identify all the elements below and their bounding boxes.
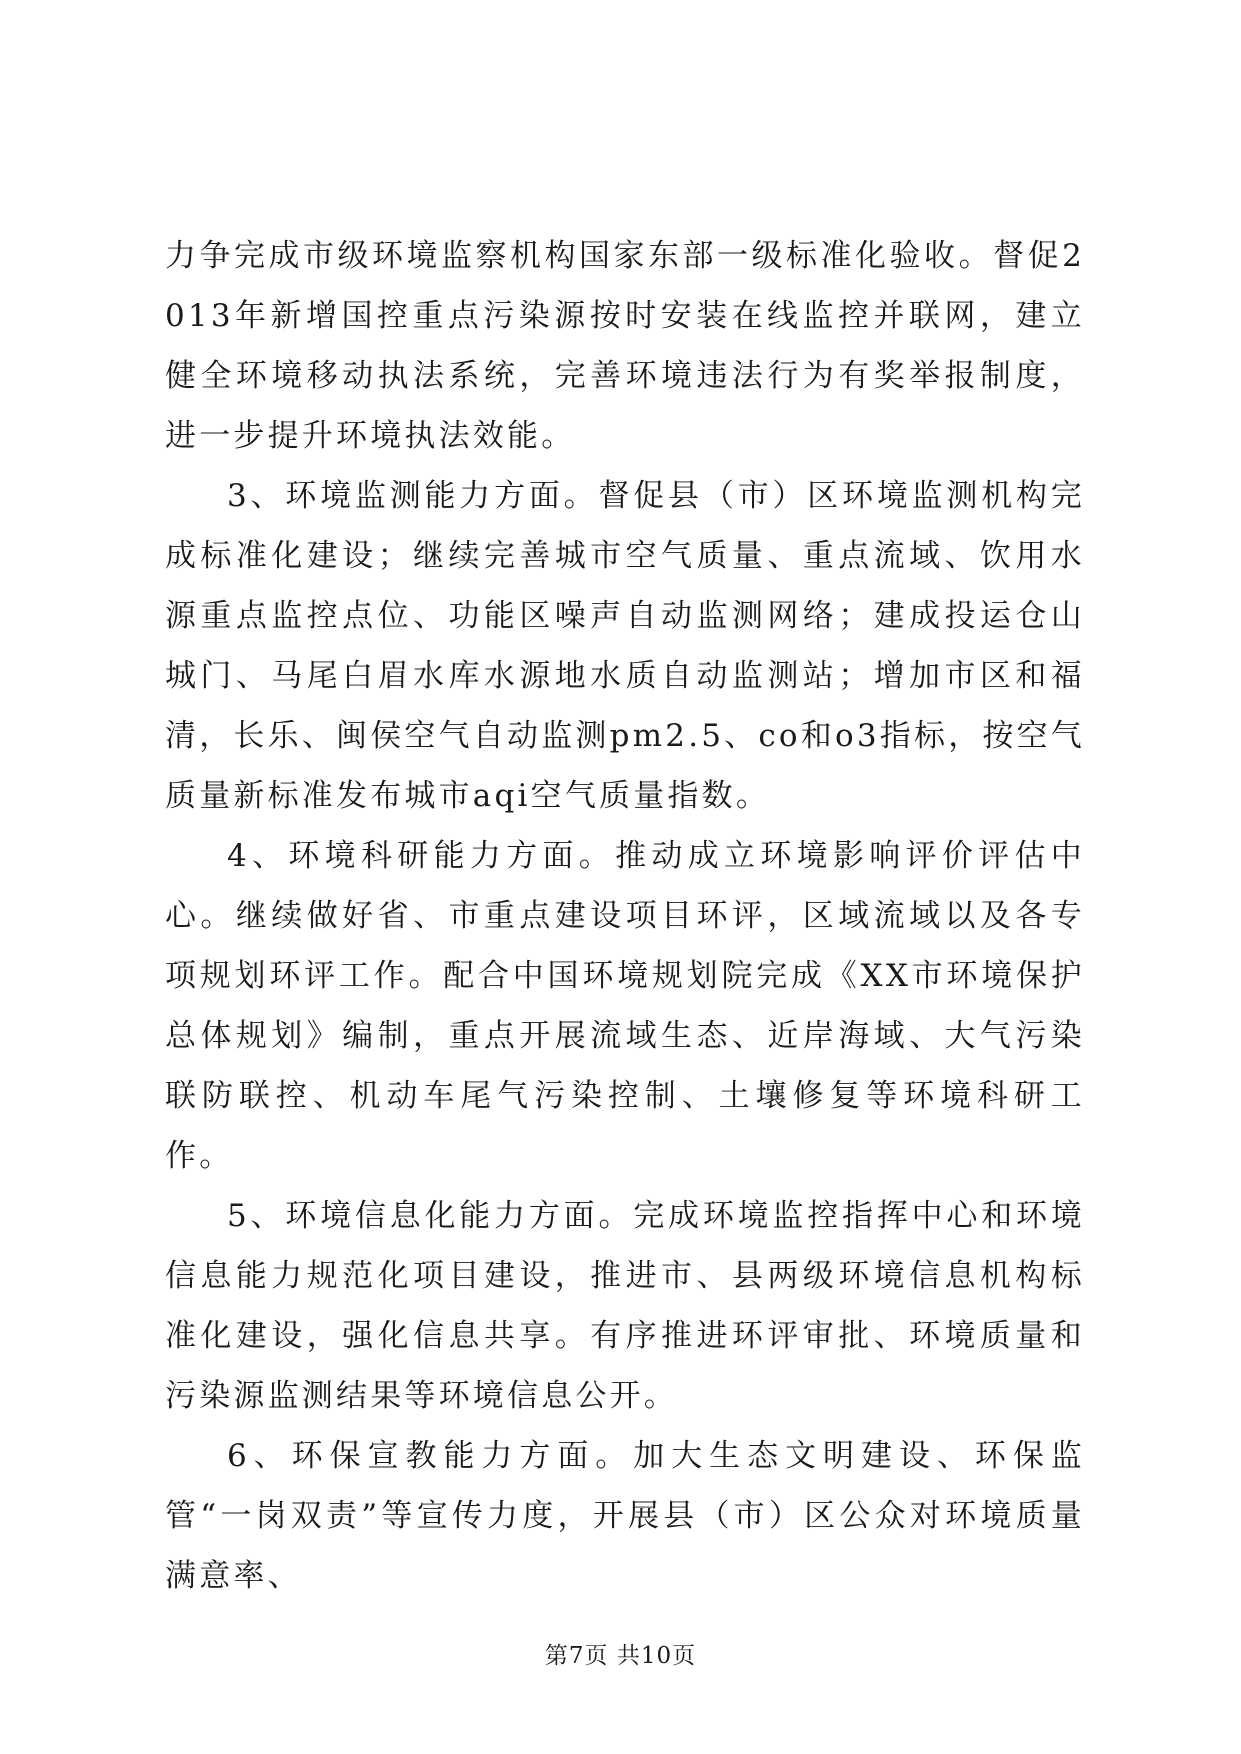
page-number-footer: 第7页 共10页 [544, 1643, 697, 1669]
paragraph-informatization: 5、环境信息化能力方面。完成环境监控指挥中心和环境信息能力规范化项目建设，推进市、县两级环境信息机构标准化建设，强化信息共享。有序推进环评审批、环境质量和污染源监测结果等环境信息公开。 [165, 1198, 1085, 1414]
paragraph-continuation: 力争完成市级环境监察机构国家东部一级标准化验收。督促2013年新增国控重点污染源按时安装在线监控并联网，建立健全环境移动执法系统，完善环境违法行为有奖举报制度，进一步提升环境执法效能。 [165, 238, 1085, 454]
paragraph-monitoring: 3、环境监测能力方面。督促县（市）区环境监测机构完成标准化建设；继续完善城市空气质量、重点流域、饮用水源重点监控点位、功能区噪声自动监测网络；建成投运仓山城门、马尾白眉水库水源地水质自动监测站；增加市区和福清，长乐、闽侯空气自动监测pm2.5、co和o3指标，按空气质量新标准发布城市aqi空气质量指数。 [165, 478, 1085, 814]
paragraph-publicity: 6、环保宣教能力方面。加大生态文明建设、环保监管“一岗双责”等宣传力度，开展县（市）区公众对环境质量满意率、 [165, 1438, 1085, 1594]
document-body [165, 226, 1085, 1606]
paragraph-research: 4、环境科研能力方面。推动成立环境影响评价评估中心。继续做好省、市重点建设项目环评，区域流域以及各专项规划环评工作。配合中国环境规划院完成《XX市环境保护总体规划》编制，重点开展流域生态、近岸海域、大气污染联防联控、机动车尾气污染控制、土壤修复等环境科研工作。 [165, 838, 1085, 1174]
